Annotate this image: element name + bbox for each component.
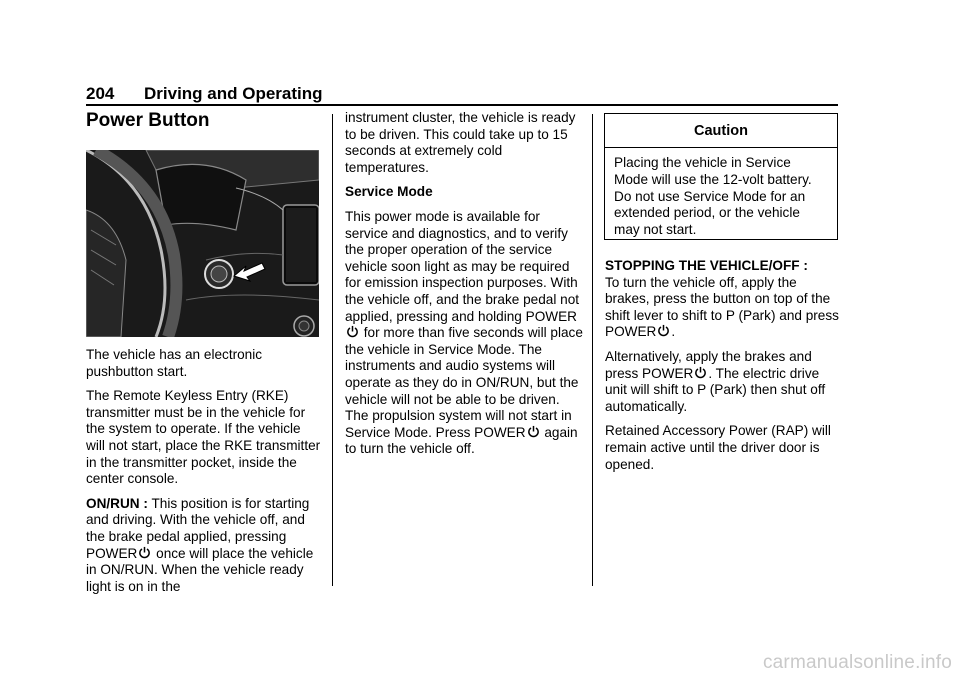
paragraph-rap: Retained Accessory Power (RAP) will remain active until the driver door is opened. [605,423,831,472]
power-button-illustration [86,150,319,337]
power-icon [657,324,670,337]
caution-box [604,113,838,240]
paragraph: The vehicle has an electronic pushbutton start. [86,347,263,379]
caution-body: Placing the vehicle in Service Mode will use the 12-volt battery. Do not use Service Mode for an extended period, or the vehicle may not start. [614,155,812,238]
power-icon [346,325,359,338]
page-header [86,84,323,104]
service-mode-heading: Service Mode [345,184,433,200]
section-title: Power Button [86,110,210,131]
paragraph: The Remote Keyless Entry (RKE) transmitter must be in the vehicle for the system to operate. If the vehicle will not start, place the RKE transmitter in the transmitter pocket, inside the center console. [86,388,321,487]
paragraph-service-mode: This power mode is available for service and diagnostics, and to verify the proper operation of the service vehicle soon light as may be required for emission inspection purposes. With the vehicle off, and the brake pedal not applied, pressing and holding POWER for more than five seconds will place the vehicle in Service Mode. The instruments and audio systems will operate as they do in ON/RUN, but the vehicle will not be able to be driven. The propulsion system will not start in Service Mode. Press POWER again to turn the vehicle off. [345,208,583,457]
page-number: 204 [86,84,115,103]
column-3 [605,258,841,481]
paragraph-stopping: STOPPING THE VEHICLE/OFF : To turn the vehicle off, apply the brakes, press the button on top of the shift lever to shift to P (Park) and press POWER . [605,258,839,340]
column-1 [86,347,322,603]
power-icon [138,546,151,559]
column-2 [345,110,585,466]
column-divider-2 [592,114,593,586]
power-icon [694,366,707,379]
chapter-title: Driving and Operating [144,84,323,103]
power-icon [527,425,540,438]
caution-title: Caution [605,114,837,148]
paragraph: instrument cluster, the vehicle is ready to be driven. This could take up to 15 seconds at extremely cold temperatures. [345,110,576,175]
paragraph-on-run: ON/RUN : This position is for starting and driving. With the vehicle off, and the brake pedal applied, pressing POWER once will place the vehicle in ON/RUN. When the vehicle ready light is on in the [86,495,314,594]
stopping-label: STOPPING THE VEHICLE/OFF : [605,258,808,273]
paragraph-alternatively: Alternatively, apply the brakes and press POWER . The electric drive unit will shift to P (Park) then shut off automatically. [605,348,826,414]
watermark: carmanualsonline.info [762,652,952,673]
header-rule [86,104,838,106]
on-run-label: ON/RUN : [86,495,148,511]
column-divider-1 [332,114,333,586]
